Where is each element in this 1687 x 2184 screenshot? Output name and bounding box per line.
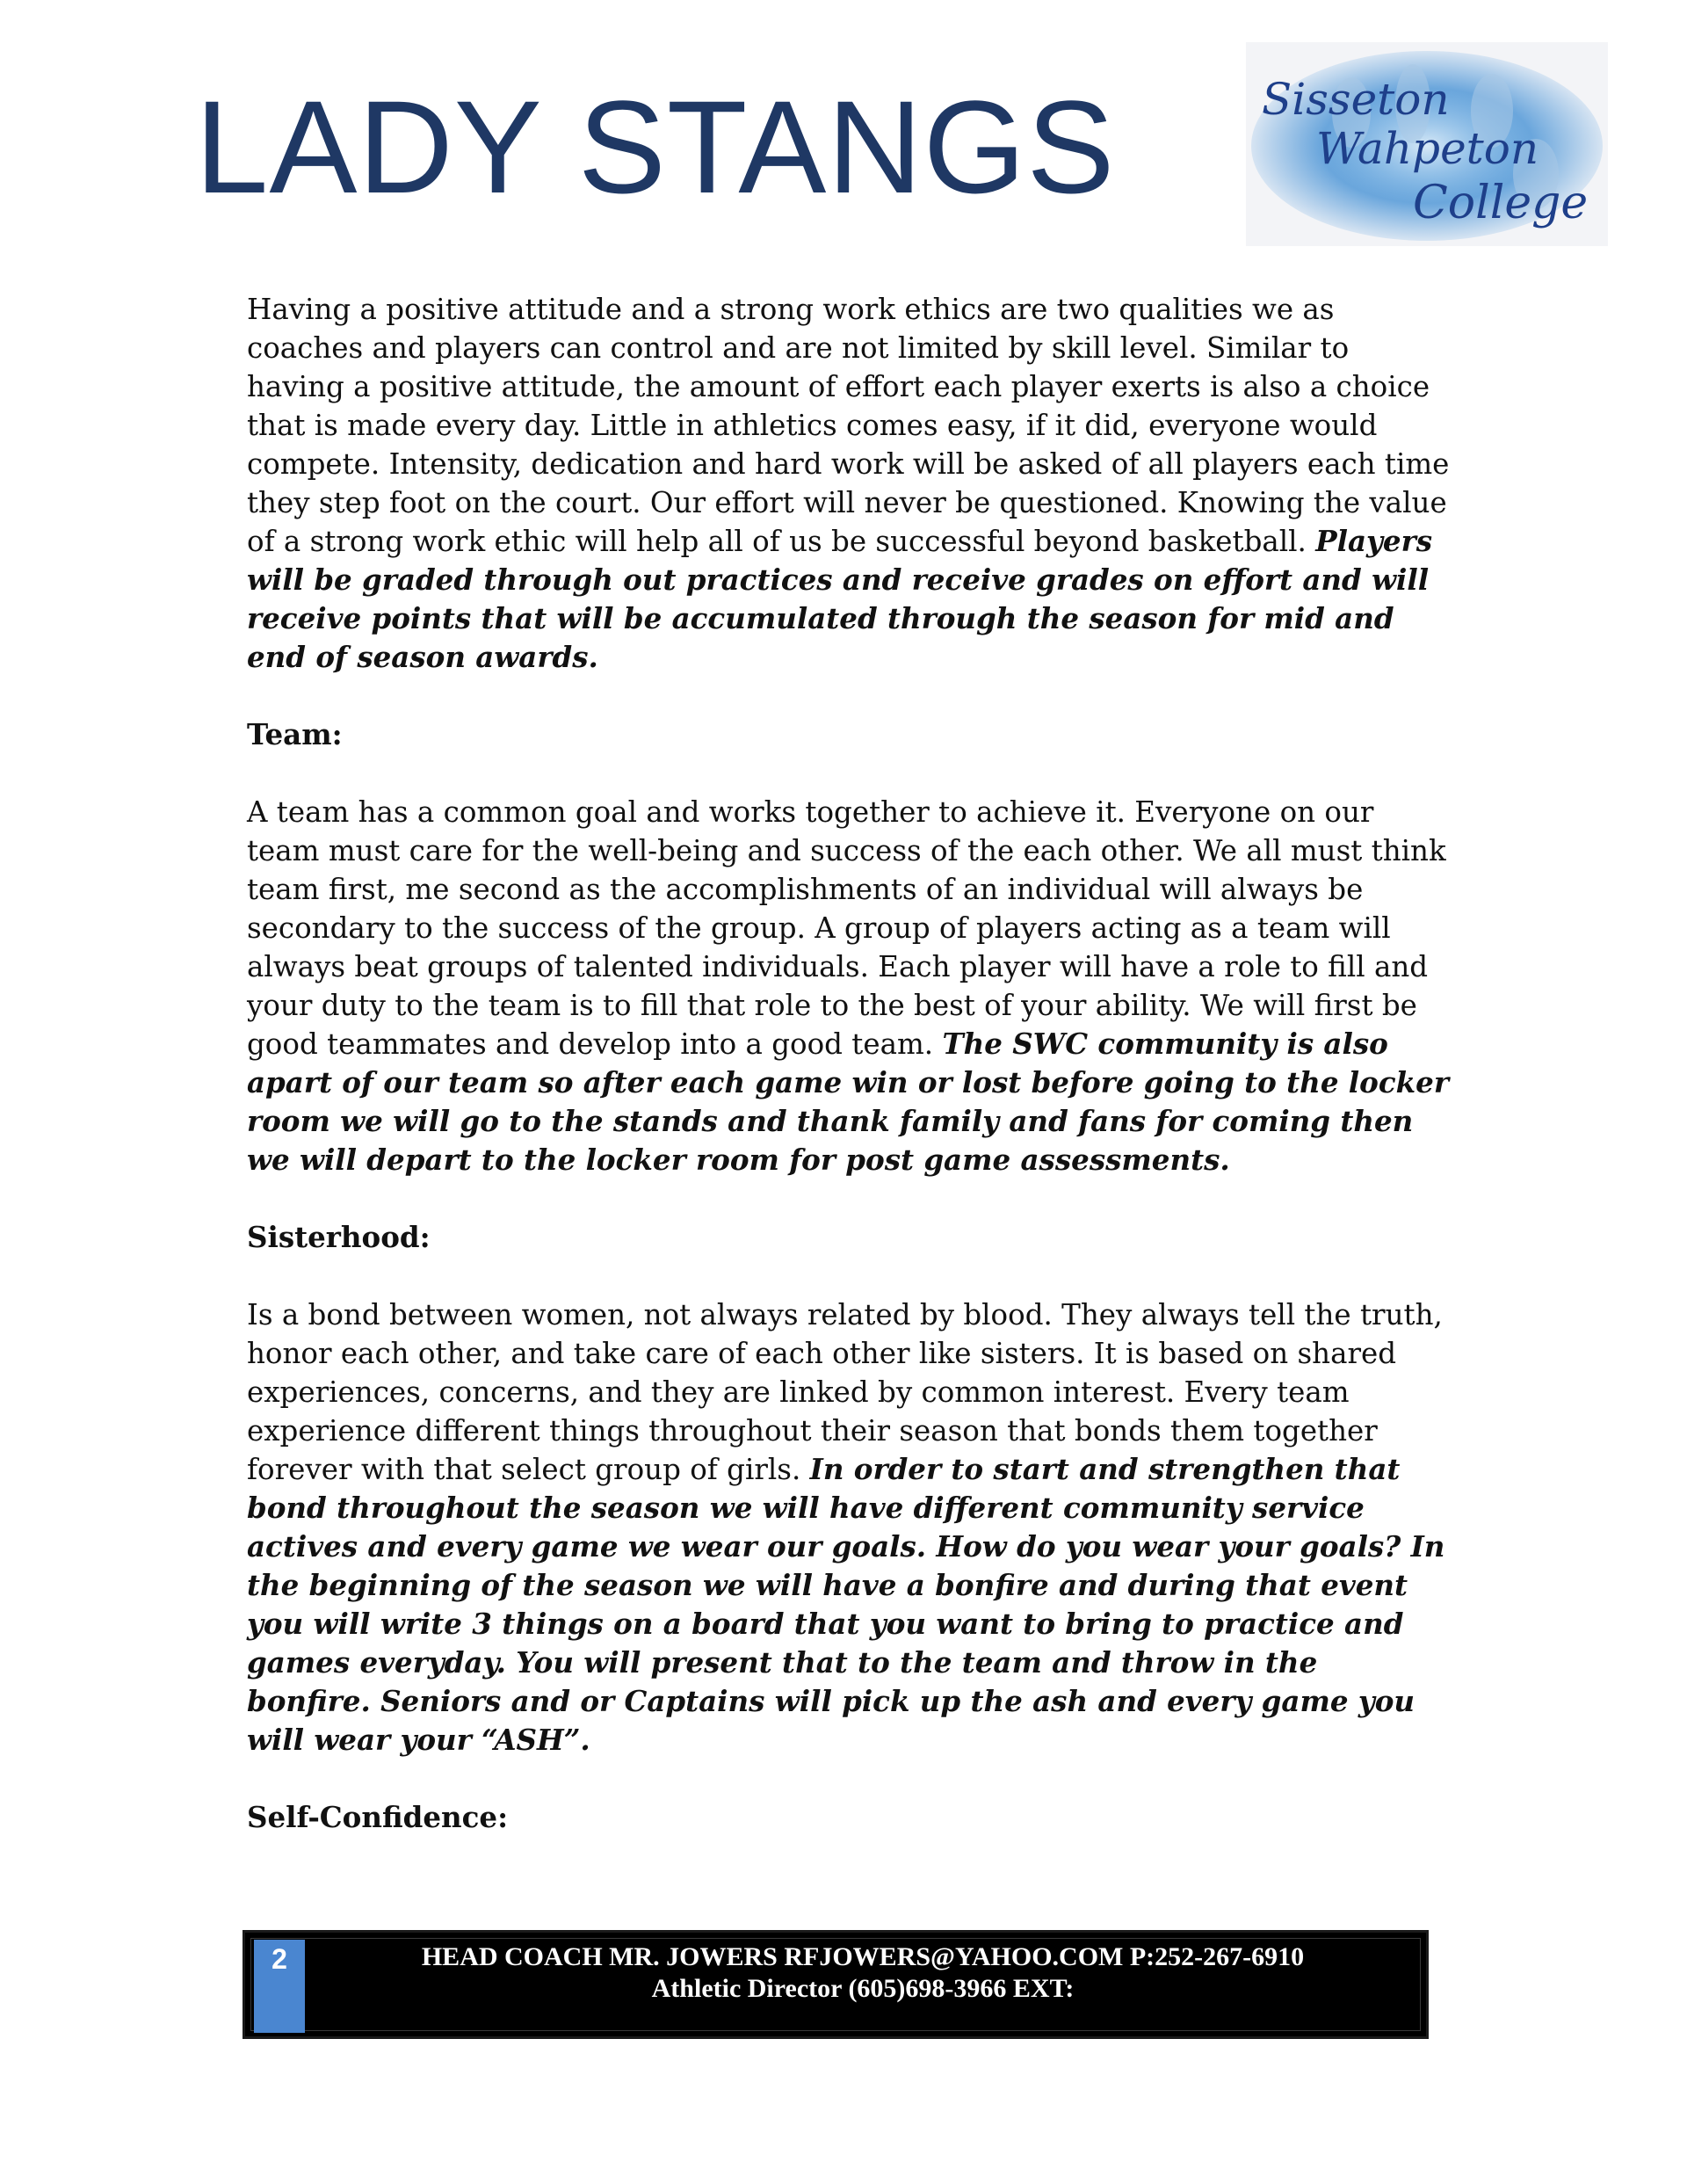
svg-text:College: College <box>1413 177 1589 229</box>
page-number: 2 <box>254 1940 305 2033</box>
footer-director-line: Athletic Director (605)698-3966 EXT: <box>651 1974 1075 2003</box>
footer-coach-line: HEAD COACH MR. JOWERS RFJOWERS@YAHOO.COM P:252-267-6910 <box>421 1942 1305 1971</box>
page-title: LADY STANGS <box>195 73 1116 221</box>
self-confidence-heading: Self-Confidence: <box>247 1800 509 1834</box>
footer-contact <box>307 1941 1419 2005</box>
intro-emphasis: Players will be graded through out practices and receive grades on effort and will receive points that will be accumulated through the season for mid and end of season awards. <box>247 524 1433 674</box>
sisterhood-text: Is a bond between women, not always related by blood. They always tell the truth, honor each other, and take care of each other like sisters. It is based on shared experiences, concerns, and they are linked by common interest. Every team experience different things throughout their season that bonds them together forever with that select group of girls. <box>247 1298 1443 1486</box>
sisterhood-emphasis: In order to start and strengthen that bond throughout the season we will have different community service actives and every game we wear our goals. How do you wear your goals? In the beginning of the season we will have a bonfire and during that event you will write 3 things on a board that you want to bring to practice and games everyday. You will present that to the team and throw in the bonfire. Seniors and or Captains will pick up the ash and every game you will wear your “ASH”. <box>247 1452 1445 1757</box>
team-paragraph <box>247 793 1451 1179</box>
sisterhood-heading: Sisterhood: <box>247 1220 431 1254</box>
page-footer <box>243 1930 1429 2039</box>
team-text: A team has a common goal and works together to achieve it. Everyone on our team must care for the well-being and success of the each other. We all must think team first, me second as the accomplishments of an individual will always be secondary to the success of the group. A group of players acting as a team will always beat groups of talented individuals. Each player will have a role to fill and your duty to the team is to fill that role to the best of your ability. We will first be good teammates and develop into a good team. <box>247 795 1446 1061</box>
intro-paragraph <box>247 290 1451 677</box>
team-heading: Team: <box>247 717 343 751</box>
sisterhood-paragraph <box>247 1295 1451 1760</box>
college-logo <box>1246 42 1608 246</box>
svg-text:Sisseton: Sisseton <box>1262 74 1450 125</box>
svg-text:Wahpeton: Wahpeton <box>1316 123 1539 174</box>
intro-text: Having a positive attitude and a strong work ethics are two qualities we as coaches and players can control and are not limited by skill level. Similar to having a positive attitude, the amount of effort each player exerts is also a choice that is made every day. Little in athletics comes easy, if it did, everyone would compete. Intensity, dedication and hard work will be asked of all players each time they step foot on the court. Our effort will never be questioned. Knowing the value of a strong work ethic will help all of us be successful beyond basketball. <box>247 293 1450 558</box>
team-emphasis: The SWC community is also apart of our team so after each game win or lost before going to the locker room we will go to the stands and thank family and fans for coming then we will depart to the locker room for post game assessments. <box>247 1027 1449 1177</box>
document-body <box>247 290 1451 1837</box>
